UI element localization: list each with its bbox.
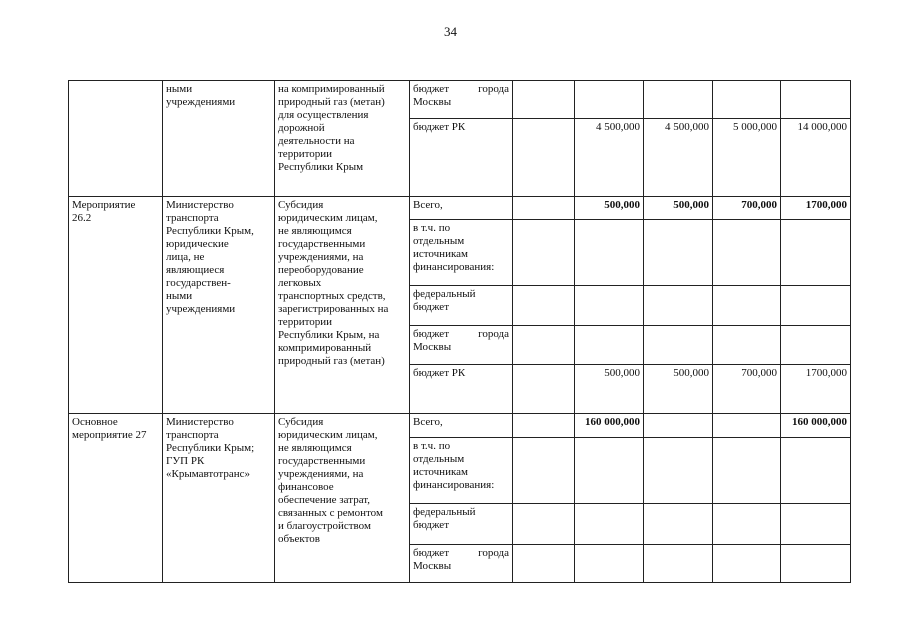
table-row xyxy=(69,413,851,437)
value-cell: 700,000 xyxy=(713,197,781,220)
value-cell xyxy=(713,503,781,544)
empty-cell xyxy=(513,220,575,286)
value-cell: 500,000 xyxy=(644,364,713,413)
source-label-cell: бюджет РК xyxy=(410,119,513,197)
value-cell: 4 500,000 xyxy=(575,119,644,197)
value-cell xyxy=(713,81,781,119)
value-cell xyxy=(713,413,781,437)
table-row xyxy=(69,197,851,220)
value-cell xyxy=(644,544,713,582)
executor-cell: Министерство транспорта Республики Крым; ГУП РК «Крымавтотранс» xyxy=(163,413,275,582)
value-cell xyxy=(781,544,851,582)
source-label-cell: бюджет РК xyxy=(410,364,513,413)
empty-cell xyxy=(513,503,575,544)
value-cell: 700,000 xyxy=(713,364,781,413)
event-name-cell: Основное мероприятие 27 xyxy=(69,413,163,582)
value-cell: 500,000 xyxy=(644,197,713,220)
purpose-cell: Субсидия юридическим лицам, не являющимся государственными учреждениями, на финансовое обеспечение затрат, связанных с ремонтом и благоустройством объектов xyxy=(275,413,410,582)
executor-cell: Министерство транспорта Республики Крым, юридические лица, не являющиеся государствен- ными учреждениями xyxy=(163,197,275,413)
empty-cell xyxy=(513,364,575,413)
value-cell: 1700,000 xyxy=(781,197,851,220)
value-cell xyxy=(644,326,713,364)
source-label-cell: в т.ч. по отдельным источникам финансирования: xyxy=(410,220,513,286)
value-cell xyxy=(575,286,644,326)
empty-cell xyxy=(513,81,575,119)
value-cell: 160 000,000 xyxy=(781,413,851,437)
empty-cell xyxy=(513,119,575,197)
value-cell xyxy=(575,81,644,119)
empty-cell xyxy=(513,437,575,503)
value-cell xyxy=(644,81,713,119)
value-cell xyxy=(781,437,851,503)
value-cell: 14 000,000 xyxy=(781,119,851,197)
value-cell xyxy=(781,81,851,119)
value-cell xyxy=(781,503,851,544)
value-cell xyxy=(713,437,781,503)
source-label-cell: бюджет города Москвы xyxy=(410,81,513,119)
value-cell xyxy=(644,220,713,286)
event-name-cell xyxy=(69,81,163,197)
value-cell: 1700,000 xyxy=(781,364,851,413)
value-cell: 5 000,000 xyxy=(713,119,781,197)
source-label-cell: федеральный бюджет xyxy=(410,503,513,544)
value-cell xyxy=(644,437,713,503)
page-number: 34 xyxy=(444,24,457,39)
empty-cell xyxy=(513,286,575,326)
value-cell xyxy=(644,413,713,437)
value-cell xyxy=(575,503,644,544)
value-cell xyxy=(575,437,644,503)
event-name-cell: Мероприятие 26.2 xyxy=(69,197,163,413)
empty-cell xyxy=(513,544,575,582)
value-cell xyxy=(781,220,851,286)
source-label-cell: Всего, xyxy=(410,413,513,437)
value-cell: 160 000,000 xyxy=(575,413,644,437)
value-cell xyxy=(575,544,644,582)
value-cell xyxy=(644,286,713,326)
executor-cell: ными учреждениями xyxy=(163,81,275,197)
source-label-cell: бюджет города Москвы xyxy=(410,326,513,364)
source-label-cell: бюджет города Москвы xyxy=(410,544,513,582)
value-cell xyxy=(713,326,781,364)
value-cell xyxy=(575,326,644,364)
value-cell: 4 500,000 xyxy=(644,119,713,197)
source-label-cell: в т.ч. по отдельным источникам финансирования: xyxy=(410,437,513,503)
value-cell xyxy=(713,544,781,582)
purpose-cell: на компримированный природный газ (метан) для осуществления дорожной деятельности на территории Республики Крым xyxy=(275,81,410,197)
table-row xyxy=(69,81,851,119)
value-cell: 500,000 xyxy=(575,197,644,220)
empty-cell xyxy=(513,326,575,364)
value-cell xyxy=(781,286,851,326)
value-cell xyxy=(713,286,781,326)
empty-cell xyxy=(513,197,575,220)
source-label-cell: Всего, xyxy=(410,197,513,220)
value-cell xyxy=(713,220,781,286)
empty-cell xyxy=(513,413,575,437)
value-cell: 500,000 xyxy=(575,364,644,413)
purpose-cell: Субсидия юридическим лицам, не являющимся государственными учреждениями, на переоборудование легковых транспортных средств, зарегистрированных на территории Республики Крым, на компримированный природный газ (метан) xyxy=(275,197,410,413)
value-cell xyxy=(644,503,713,544)
value-cell xyxy=(575,220,644,286)
value-cell xyxy=(781,326,851,364)
source-label-cell: федеральный бюджет xyxy=(410,286,513,326)
budget-table xyxy=(68,80,851,583)
